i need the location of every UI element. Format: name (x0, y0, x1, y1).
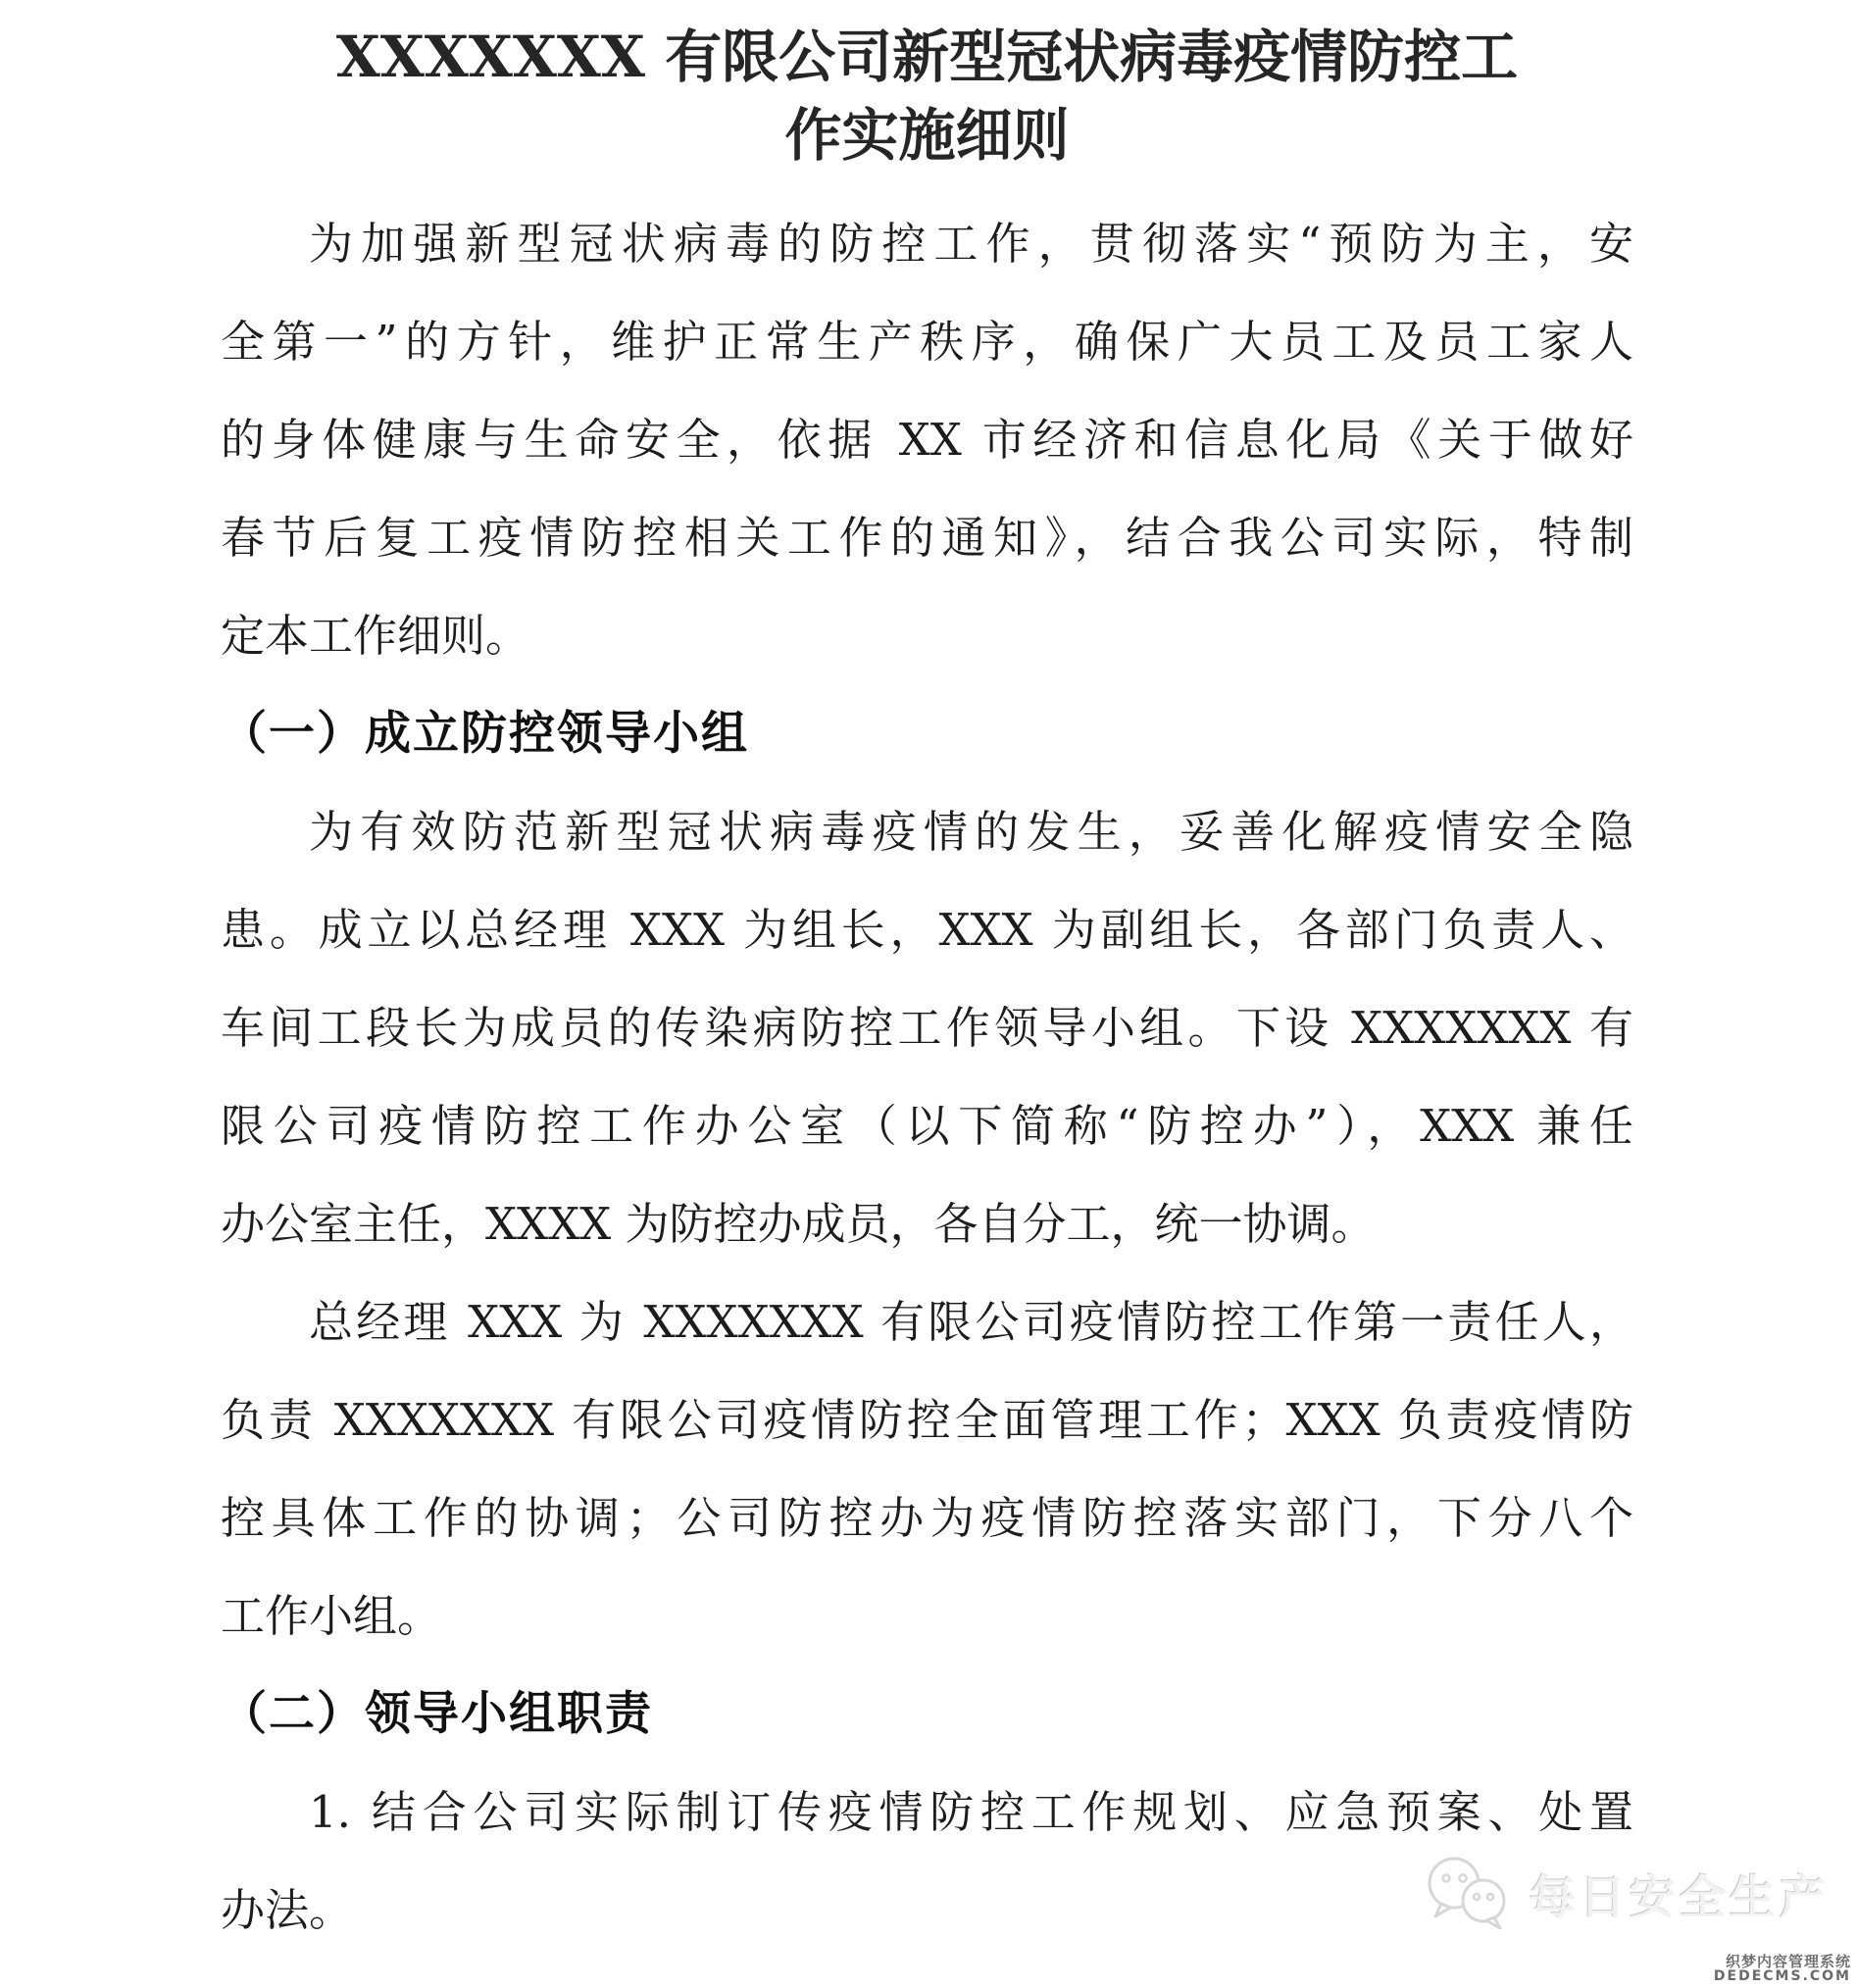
text-line: 为加强新型冠状病毒的防控工作，贯彻落实“预防为主，安 (309, 218, 1633, 271)
text-line: 限公司疫情防控工作办公室（以下简称“防控办”），XXX 兼任 (221, 1100, 1633, 1153)
cms-watermark (1713, 1952, 1851, 1985)
text-line: 负责 XXXXXXX 有限公司疫情防控全面管理工作；XXX 负责疫情防 (221, 1394, 1633, 1447)
watermark-label: 每日安全生产 (1530, 1870, 1830, 1925)
text-line: 定本工作细则。 (221, 610, 530, 663)
cms-domain-label: DEDECMS.COM (1713, 1968, 1851, 1985)
text-line: 控具体工作的协调；公司防控办为疫情防控落实部门，下分八个 (221, 1492, 1633, 1545)
text-line: 春节后复工疫情防控相关工作的通知》，结合我公司实际，特制 (221, 512, 1633, 565)
text-line: 办法。 (221, 1884, 354, 1937)
title-line-2: 作实施细则 (784, 102, 1070, 169)
section-heading-1: （一）成立防控领导小组 (221, 707, 749, 762)
section-heading-2: （二）领导小组职责 (221, 1687, 653, 1742)
wechat-icon (1424, 1856, 1516, 1932)
text-line: 的身体健康与生命安全，依据 XX 市经济和信息化局《关于做好 (221, 414, 1633, 467)
brand-watermark (1424, 1856, 1830, 1932)
document-content (221, 18, 1633, 1960)
text-line: 车间工段长为成员的传染病防控工作领导小组。下设 XXXXXXX 有 (221, 1002, 1633, 1055)
text-line: 患。成立以总经理 XXX 为组长，XXX 为副组长，各部门负责人、 (221, 904, 1633, 957)
document-title (221, 18, 1633, 174)
text-line: 办公室主任，XXXX 为防控办成员，各自分工，统一协调。 (221, 1198, 1376, 1251)
text-line: 总经理 XXX 为 XXXXXXX 有限公司疫情防控工作第一责任人， (309, 1296, 1633, 1349)
title-line-1: XXXXXXX 有限公司新型冠状病毒疫情防控工 (335, 24, 1519, 90)
text-line: 1. 结合公司实际制订传疫情防控工作规划、应急预案、处置 (309, 1786, 1633, 1839)
text-line: 为有效防范新型冠状病毒疫情的发生，妥善化解疫情安全隐 (309, 806, 1633, 859)
text-line: 工作小组。 (221, 1590, 442, 1643)
cms-system-label: 织梦内容管理系统 (1725, 1952, 1851, 1970)
text-line: 全第一”的方针，维护正常生产秩序，确保广大员工及员工家人 (221, 316, 1633, 369)
